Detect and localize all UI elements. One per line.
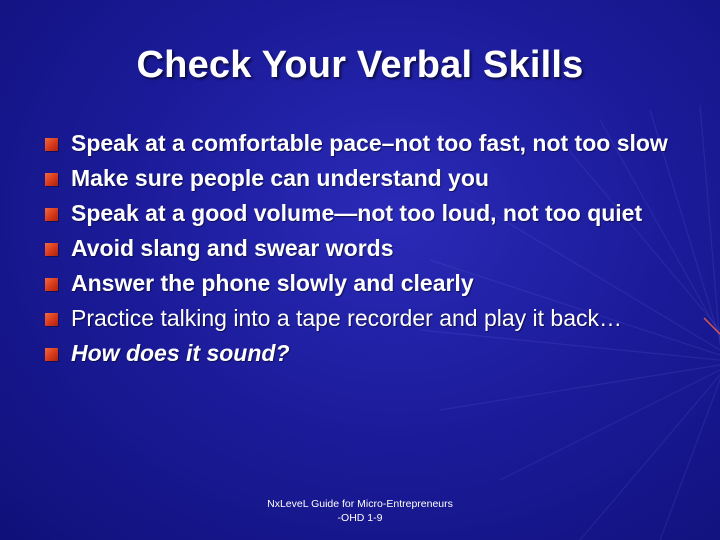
footer-line-2: -OHD 1-9 (337, 512, 383, 524)
bullet-item (40, 234, 690, 262)
bullet-text: How does it sound? (71, 340, 290, 366)
square-bullet-icon (45, 138, 58, 151)
bullet-item (40, 339, 690, 367)
bullet-list (40, 129, 690, 374)
square-bullet-icon (45, 313, 58, 326)
bullet-item (40, 269, 690, 297)
bullet-item (40, 129, 690, 157)
bullet-text: Speak at a good volume—not too loud, not too quiet (71, 200, 643, 226)
square-bullet-icon (45, 208, 58, 221)
slide-footer (0, 497, 720, 525)
bullet-text: Avoid slang and swear words (71, 235, 394, 261)
slide-title: Check Your Verbal Skills (136, 44, 584, 86)
bullet-text: Practice talking into a tape recorder and play it back… (71, 305, 623, 331)
bullet-item (40, 304, 690, 332)
bullet-item (40, 199, 690, 227)
square-bullet-icon (45, 348, 58, 361)
square-bullet-icon (45, 243, 58, 256)
square-bullet-icon (45, 278, 58, 291)
bullet-item (40, 164, 690, 192)
bullet-text: Make sure people can understand you (71, 165, 489, 191)
square-bullet-icon (45, 173, 58, 186)
bullet-text: Answer the phone slowly and clearly (71, 270, 474, 296)
footer-line-1: NxLeveL Guide for Micro-Entrepreneurs (267, 498, 453, 510)
bullet-text: Speak at a comfortable pace–not too fast, not too slow (71, 130, 668, 156)
